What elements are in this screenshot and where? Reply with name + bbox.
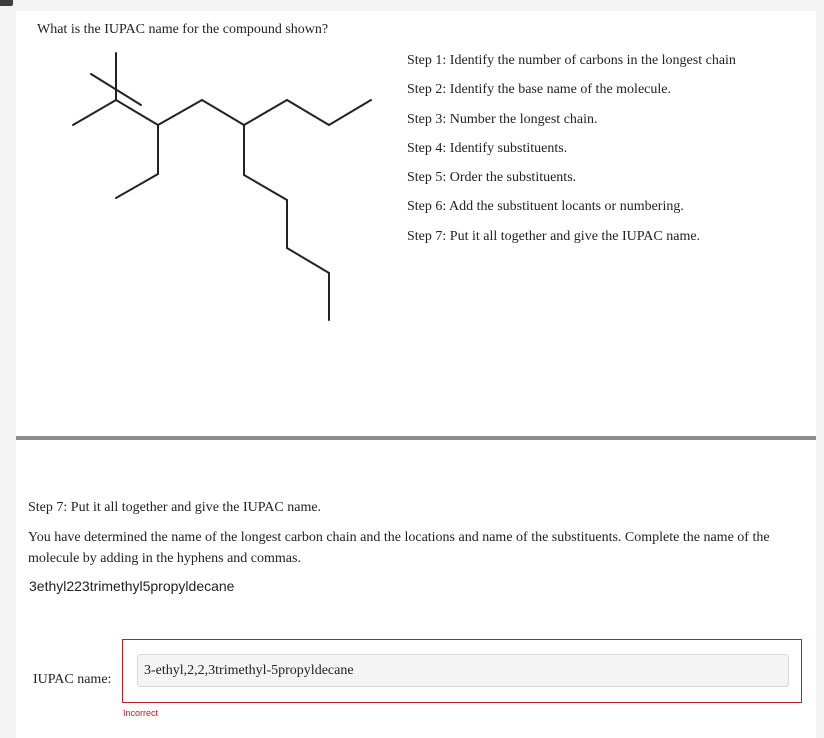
bond xyxy=(116,174,158,198)
step-item: Step 7: Put it all together and give the IUPAC name. xyxy=(407,228,701,244)
bond xyxy=(287,100,329,125)
current-step-title: Step 7: Put it all together and give the IUPAC name. xyxy=(28,500,322,515)
bond xyxy=(329,100,371,125)
feedback-status: Incorrect xyxy=(123,708,159,718)
question-text: What is the IUPAC name for the compound shown? xyxy=(37,22,329,37)
question-card xyxy=(16,11,816,738)
bond xyxy=(244,175,287,200)
bond xyxy=(116,100,158,125)
step-item: Step 6: Add the substituent locants or numbering. xyxy=(407,199,684,215)
step-instructions: You have determined the name of the longest carbon chain and the locations and name of the substituents. Complete the name of the molecule by adding in the hyphens and commas. xyxy=(28,530,770,566)
window-corner-tab xyxy=(0,0,13,6)
unpunctuated-name: 3ethyl223trimethyl5propyldecane xyxy=(29,578,235,594)
answer-label: IUPAC name: xyxy=(33,672,112,687)
section-divider xyxy=(16,436,816,440)
iupac-name-input[interactable] xyxy=(137,654,789,687)
bond xyxy=(73,100,116,125)
step-list xyxy=(407,52,736,257)
step-item: Step 4: Identify substituents. xyxy=(407,140,568,156)
step-item: Step 2: Identify the base name of the molecule. xyxy=(407,82,671,98)
step-item: Step 5: Order the substituents. xyxy=(407,170,577,186)
bond xyxy=(244,100,287,125)
step-item: Step 1: Identify the number of carbons in the longest chain xyxy=(407,53,736,68)
answer-field-wrapper xyxy=(122,639,802,703)
bond xyxy=(287,248,329,273)
skeletal-structure-diagram xyxy=(16,11,386,331)
step-item: Step 3: Number the longest chain. xyxy=(407,111,598,127)
bond xyxy=(202,100,244,125)
bond xyxy=(158,100,202,125)
